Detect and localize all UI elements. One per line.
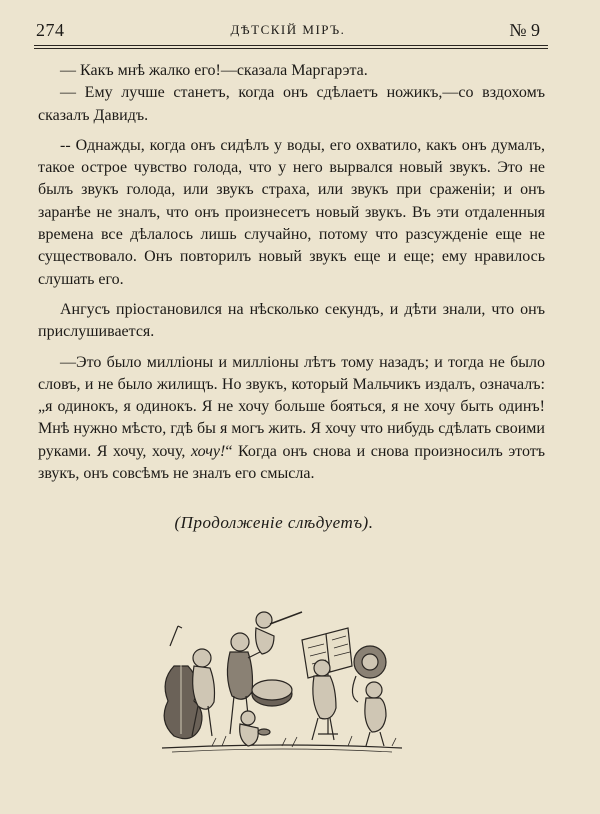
emphasis-text: хочу! <box>190 442 226 460</box>
header-rule-thin <box>34 48 548 49</box>
issue-number: № 9 <box>509 20 540 40</box>
header-rule <box>34 45 548 46</box>
paragraph-text: “ Когда онъ снова и снова произносилъ этотъ звукъ, онъ совсѣмъ не зналъ его смысла. <box>38 442 546 483</box>
paragraph: Ангусъ пріостановился на нѣсколько секундъ, и дѣти знали, что онъ прислушивается. <box>38 300 545 341</box>
paragraph <box>38 352 545 486</box>
journal-title: ДѢТСКІЙ МІРЪ. <box>230 22 346 37</box>
text-body <box>38 58 545 485</box>
paragraph: — Какъ мнѣ жалко его!—сказала Маргарэта. <box>60 62 368 79</box>
paragraph-text: —Это было милліоны и милліоны лѣтъ тому назадъ; и тогда не было словъ, и не было жилищъ. Но звукъ, который Мальчикъ издалъ, означалъ: „я одинокъ, я одинокъ. Я не хочу больше бояться, я не хочу быть одинъ! Мнѣ нужно мѣсто, гдѣ бы я могъ жить. Я хочу что нибудь сдѣлать своими руками. Я хочу, хочу, <box>38 353 545 460</box>
running-header <box>36 18 540 44</box>
paragraph: -- Однажды, когда онъ сидѣлъ у воды, его охватило, какъ онъ думалъ, такое острое чувство голода, что у него вырвался новый звукъ. Это не былъ звукъ голода, или звукъ страха, или звукъ при сраженіи; и онъ заранѣе не зналъ, что онъ произнесетъ новый звукъ. Въ эти отдаленныя времена все дѣлалось лишь случайно, потому что разсужденіе еще не существовало. Онъ повторилъ новый звукъ еще и еще; ему нравилось слушать его. <box>38 136 545 288</box>
paragraph: — Ему лучше станетъ, когда онъ сдѣлаетъ ножикъ,—со вздохомъ сказалъ Давидъ. <box>38 84 545 124</box>
to-be-continued: (Продолженіе слѣдуетъ). <box>174 513 374 532</box>
cherubs-orchestra-engraving <box>152 606 412 756</box>
page-number: 274 <box>36 20 65 40</box>
